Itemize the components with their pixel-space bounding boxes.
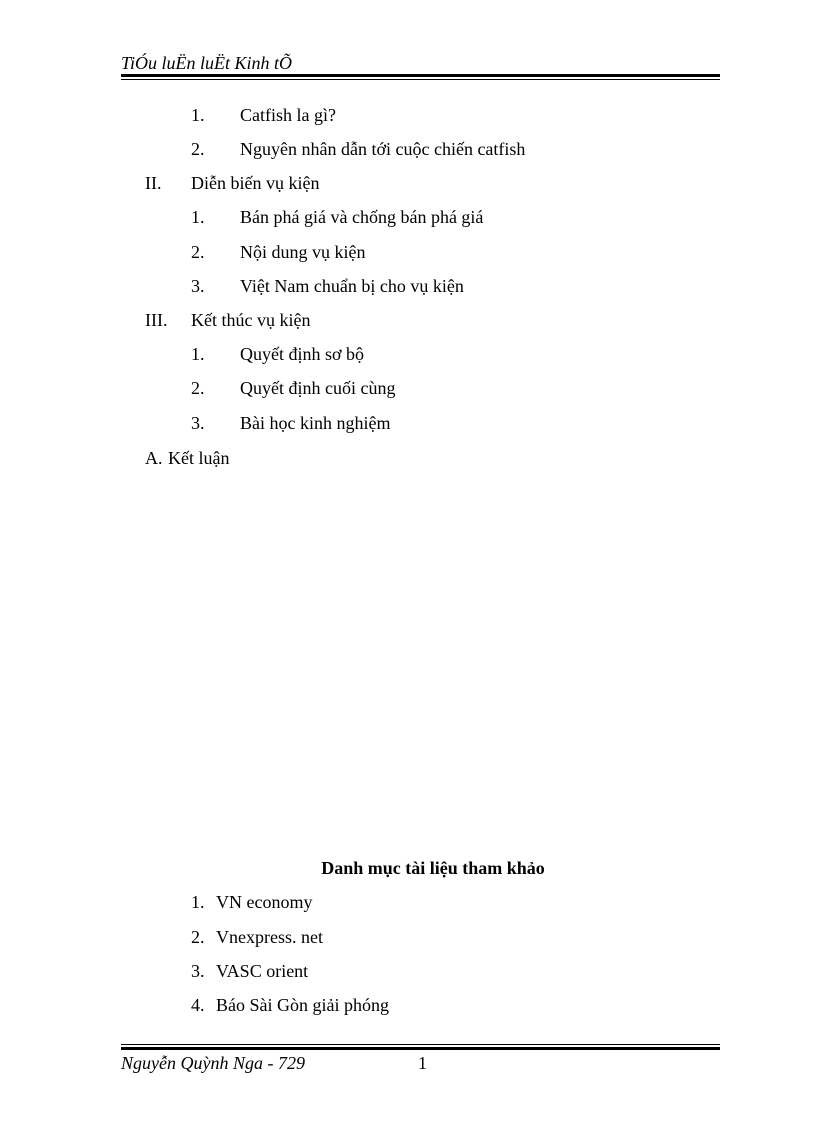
toc-item-number: 2. [191,139,205,159]
toc-section-text: Kết thúc vụ kiện [191,310,311,330]
footer-rule-thin [121,1044,720,1045]
toc-item-text: Quyết định cuối cùng [240,378,396,398]
running-header-title: TiÓu luËn luËt Kinh tÕ [121,53,293,73]
toc-item-number: 3. [191,276,205,296]
toc-item-text: Bài học kinh nghiệm [240,413,391,433]
footer-rule-thick [121,1047,720,1050]
toc-item-text: Catfish la gì? [240,105,336,125]
toc-item-text: Nguyên nhân dẫn tới cuộc chiến catfish [240,139,526,159]
toc-item-text: Bán phá giá và chống bán phá giá [240,207,484,227]
reference-number: 2. [191,927,205,947]
toc-item-number: 1. [191,207,205,227]
toc-item-number: 3. [191,413,205,433]
toc-item-number: 1. [191,105,205,125]
toc-item-number: 2. [191,378,205,398]
reference-text: Vnexpress. net [216,927,323,947]
toc-item-number: 2. [191,242,205,262]
reference-number: 1. [191,892,205,912]
toc-conclusion-number: A. [145,448,163,468]
reference-text: VASC orient [216,961,309,981]
reference-number: 4. [191,995,205,1015]
page-number: 1 [418,1053,427,1073]
footer-author: Nguyễn Quỳnh Nga - 729 [121,1053,305,1073]
toc-section-text: Diễn biến vụ kiện [191,173,320,193]
references-heading: Danh mục tài liệu tham khảo [321,858,545,878]
reference-number: 3. [191,961,205,981]
toc-item-text: Nội dung vụ kiện [240,242,366,262]
reference-text: Báo Sài Gòn giải phóng [216,995,389,1015]
toc-section-number: III. [145,310,168,330]
header-rule-thick [121,74,720,77]
toc-item-text: Quyết định sơ bộ [240,344,365,364]
toc-item-text: Việt Nam chuẩn bị cho vụ kiện [240,276,464,296]
toc-conclusion-text: Kết luận [168,448,230,468]
reference-text: VN economy [216,892,313,912]
toc-section-number: II. [145,173,162,193]
header-rule-thin [121,79,720,80]
toc-item-number: 1. [191,344,205,364]
